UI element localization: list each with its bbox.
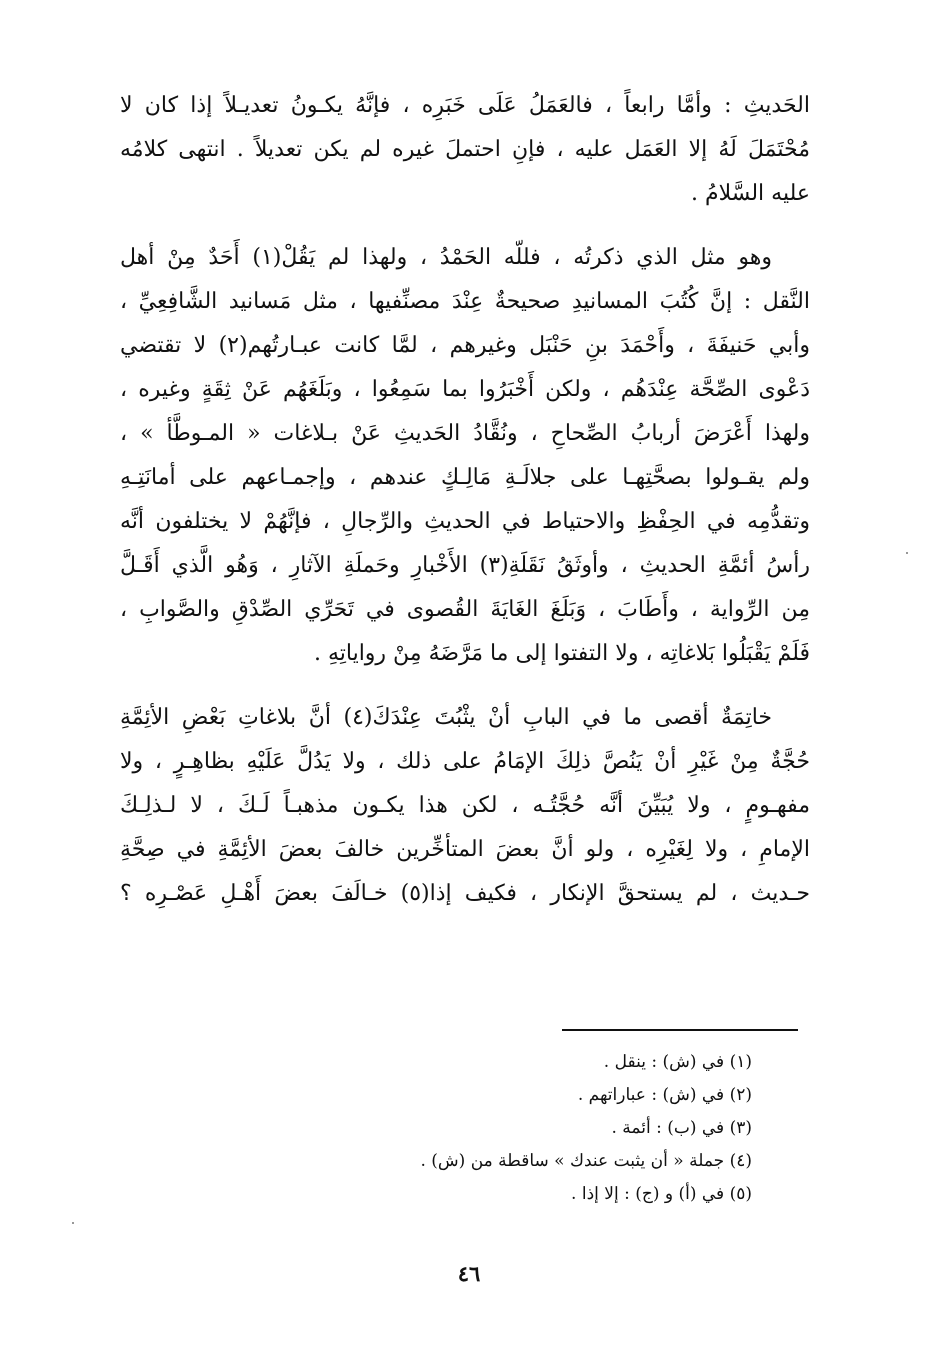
main-text — [120, 84, 810, 916]
text-line: فَلَمْ يَقْبَلُوا بَلاغاتِه ، ولا التفتوا إلى ما مَرَّضَهُ مِنْ رواياتِهِ . — [313, 641, 810, 666]
paragraph-gap — [120, 676, 810, 696]
text-line: حـديث ، لم يستحقَّ الإنكار ، فكيف إذا(٥) خـالَفَ بعضَ أَهْـلِ عَصْـرِه ؟ — [120, 881, 810, 906]
text-line: خاتِمَةٌ أقصى ما في البابِ أنْ يثْبُتَ عِنْدَكَ(٤) أنَّ بلاغاتِ بَعْضِ الأئِمَّةِ — [120, 705, 773, 730]
text-line: الحَديثِ : وأمَّا رابعاً ، فالعَمَلُ عَلَى خَبَرِه ، فإنَّهُ يكـونُ تعديـلاً إذا كان لا — [120, 93, 810, 118]
text-line: حُجَّةٌ مِنْ غَيْرِ أنْ يَنُصَّ ذلِكَ الإمَامُ على ذلك ، ولا يَدُلَّ عَلَيْهِ بظاهِـرٍ ، ولا — [120, 749, 810, 774]
text-line: وأبي حَنيفَةَ ، وأَحْمَدَ بنِ حَنْبَل وغيرهم ، لمَّا كانت عبـارتُهم(٢) لا تقتضي — [120, 333, 810, 358]
paragraph-2 — [120, 236, 810, 676]
text-line: النَّقل : إنَّ كُتُبَ المسانيدِ صحيحةٌ عِنْدَ مصنِّفيها ، مثل مَسانيد الشَّافِعِيِّ ، — [120, 289, 810, 314]
text-line: ولم يقـولوا بصحَّتِهـا على جلالَـةِ مَالِـكٍ عندهم ، وإجمـاعهم على أمانَتِـهِ — [120, 465, 810, 490]
text-line: رأسُ أئمَّةِ الحديثِ ، وأوثَقُ نَقَلَةِ(٣) الأَخْبارِ وحَملَةِ الآثارِ ، وَهُو الَّذي أَقَـلَّ — [120, 553, 810, 578]
paragraph-3 — [120, 696, 810, 916]
footnotes — [352, 1046, 752, 1211]
footnote-item: (٤) جملة « أن يثبت عندك » ساقطة من (ش) . — [420, 1151, 752, 1171]
scan-speck — [72, 1222, 74, 1224]
footnote-divider — [562, 1029, 798, 1031]
text-line: دَعْوى الصِّحَّة عِنْدَهُم ، ولكن أَخْبَرُوا بما سَمِعُوا ، وبَلَغَهُم عَنْ ثِقَةٍ وغيره ، — [120, 377, 810, 402]
footnote-item: (٢) في (ش) : عباراتهم . — [577, 1085, 752, 1105]
paragraph-1 — [120, 84, 810, 216]
text-line: مفهـومٍ ، ولا يُبَيِّنَ أنَّه حُجَّتُـه ، لكن هذا يكـون مذهبـاً لَـكَ ، لا لـذلِـكَ — [120, 793, 810, 818]
text-line: عليه السَّلامُ . — [690, 181, 810, 206]
footnote-item: (٥) في (أ) و (ج) : إلا إذا . — [571, 1184, 752, 1204]
text-line: وتقدُّمِه في الحِفْظِ والاحتياط في الحديثِ والرِّجالِ ، فإنَّهُمْ لا يختلفون أنَّه — [120, 509, 810, 534]
page-number: ٤٦ — [457, 1261, 481, 1286]
text-line: وهو مثل الذي ذكرتُه ، فللّه الحَمْدُ ، ولهذا لم يَقُلْ(١) أَحَدٌ مِنْ أهل — [120, 245, 772, 270]
scan-speck — [906, 552, 908, 554]
text-line: مِن الرِّواية ، وأَطَابَ ، وَبَلَغَ الغَايَةَ القُصوى في تَحَرِّي الصِّدْقِ والصَّوابِ ، — [120, 597, 810, 622]
text-line: مُحْتَمَلَ لَهُ إلا العَمَل عليه ، فإنِ احتملَ غيره لم يكن تعديلاً . انتهى كلامُه — [120, 137, 810, 162]
footnote-item: (٣) في (ب) : أئمة . — [611, 1118, 752, 1138]
text-line: ولهذا أَعْرَضَ أربابُ الصِّحاحِ ، ونُقَّادُ الحَديثِ عَنْ بـلاغات « المـوطَّأ » ، — [120, 421, 810, 446]
footnote-item: (١) في (ش) : ينقل . — [603, 1052, 752, 1072]
paragraph-gap — [120, 216, 810, 236]
text-line: الإمامِ ، ولا لِغَيْرِه ، ولو أنَّ بعضَ المتأخِّرين خالفَ بعضَ الأئِمَّةِ في صِحَّةِ — [120, 837, 810, 862]
